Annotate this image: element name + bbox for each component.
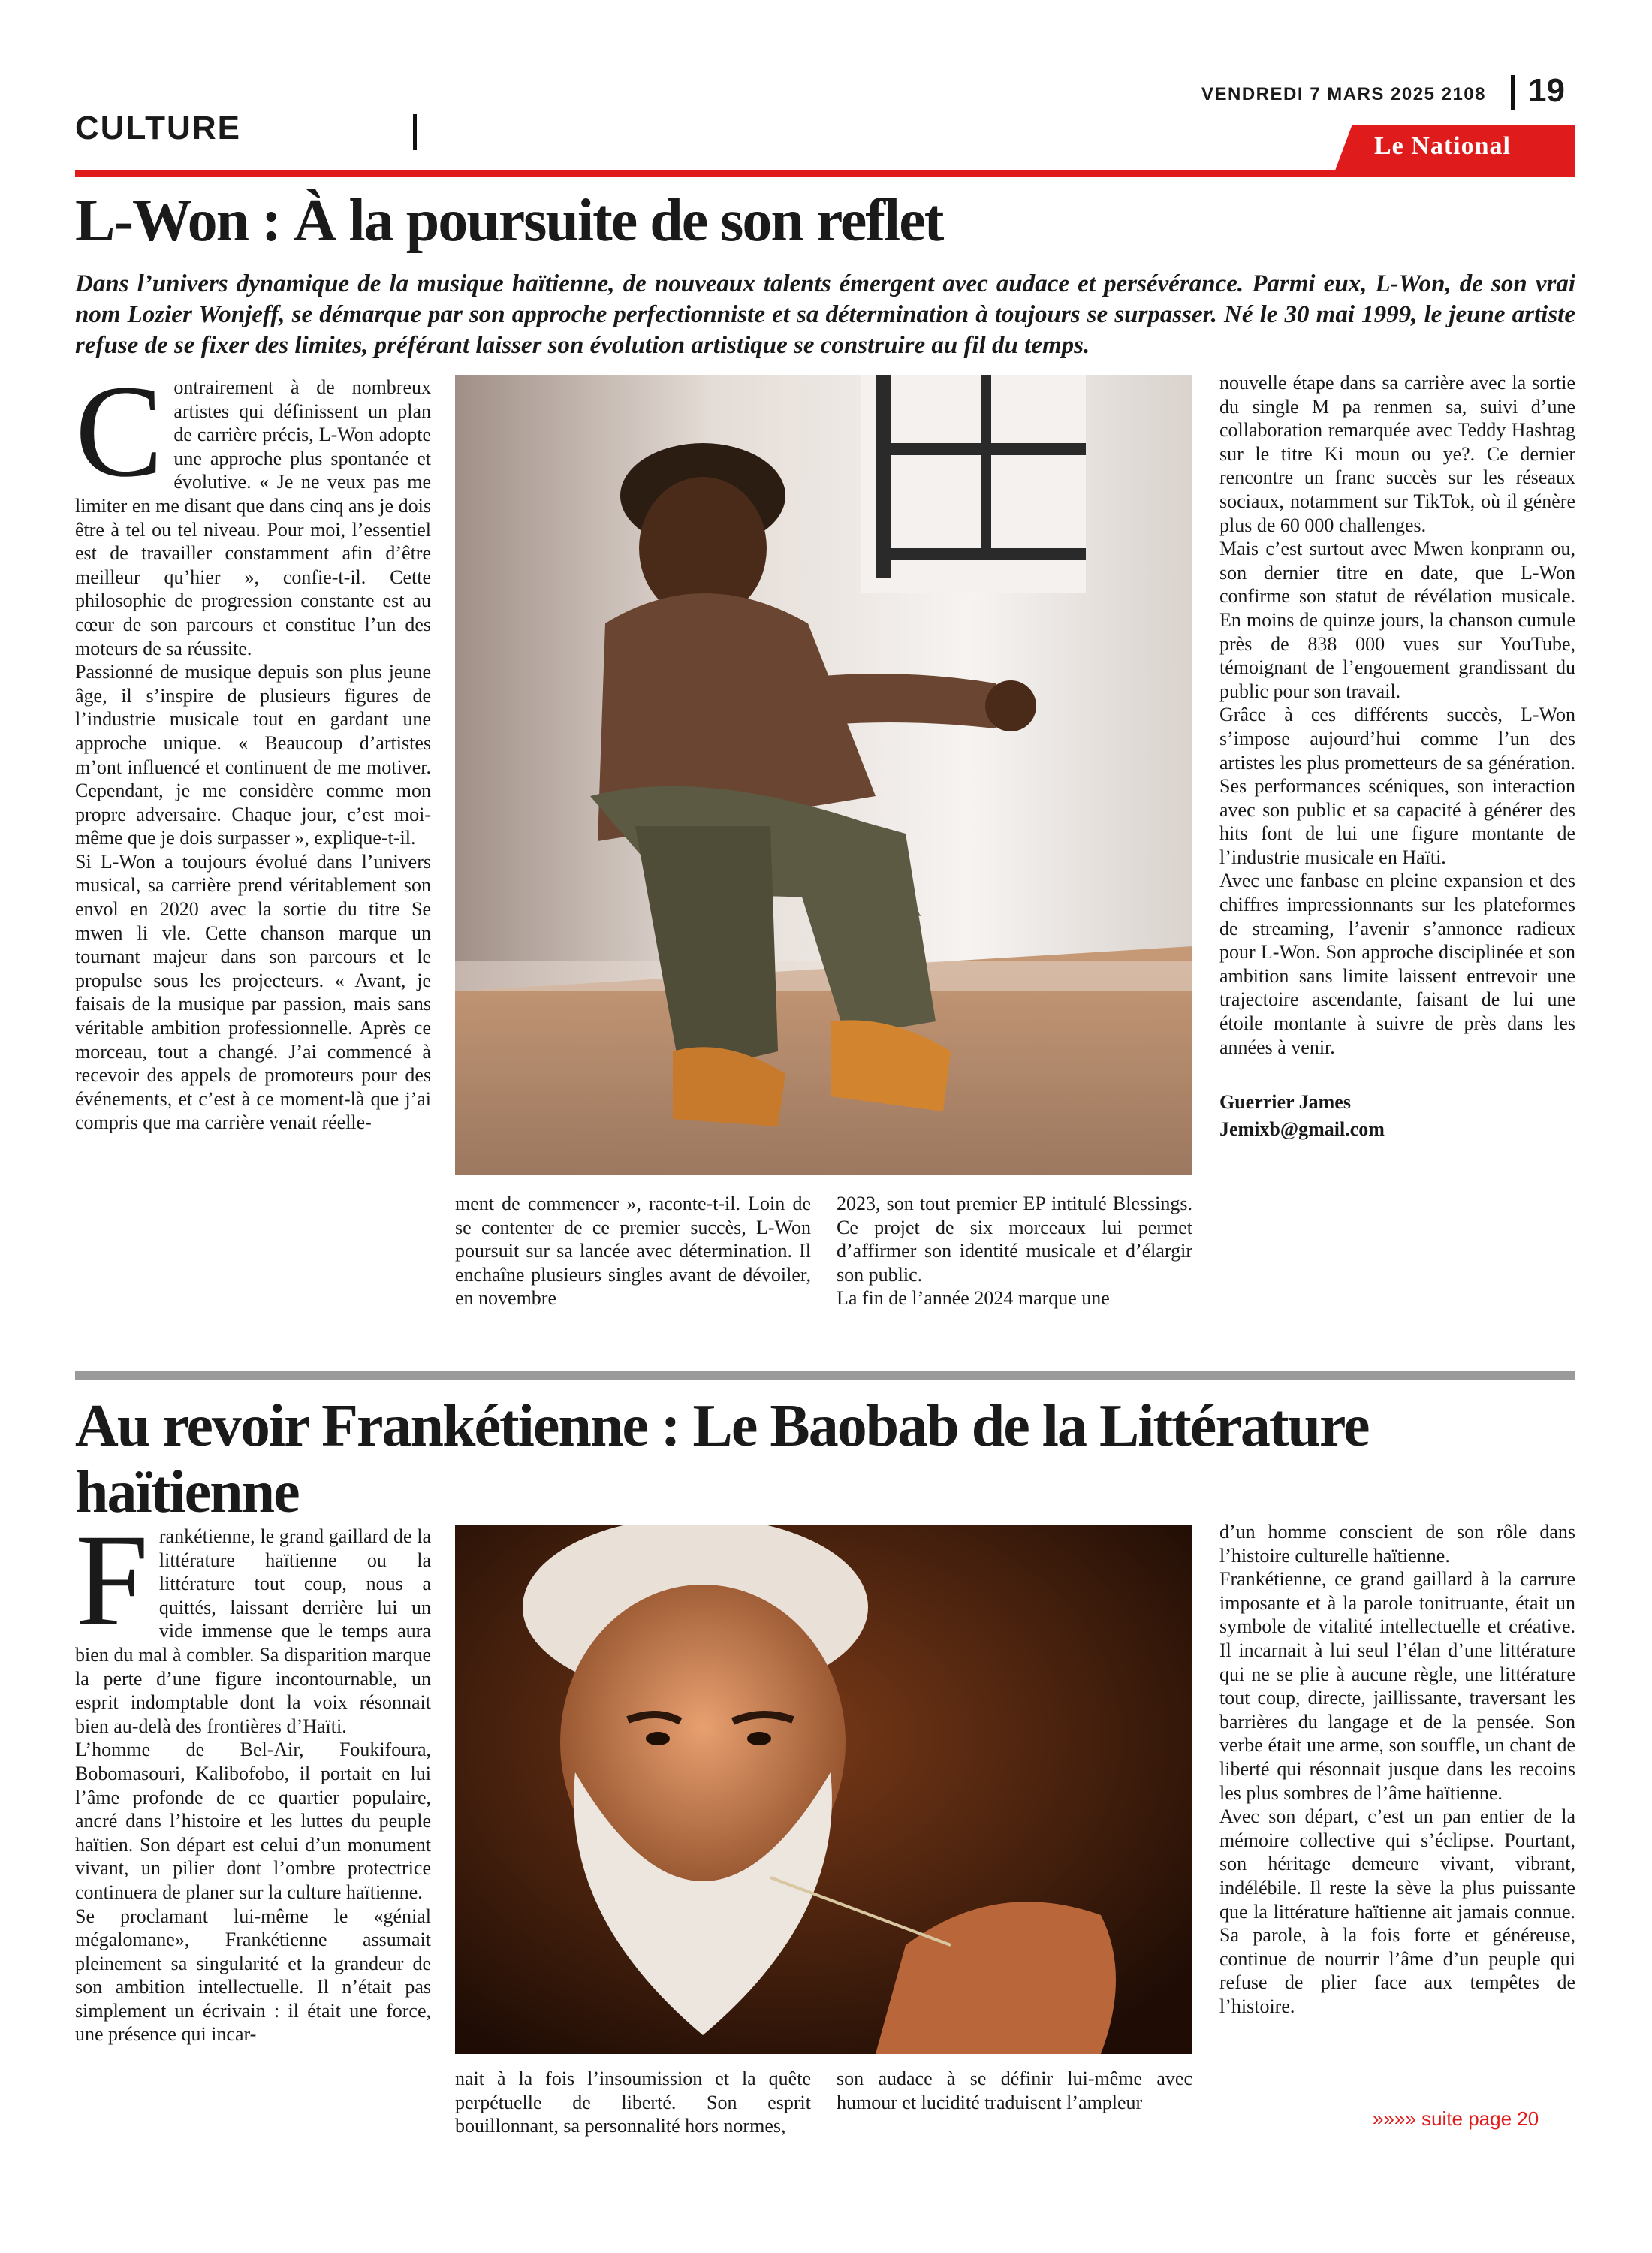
paragraph: ment de commencer », raconte-t-il. Loin de se contenter de ce premier succès, L-Won poursuit sur sa lancée avec détermination. Il enchaîne plusieurs singles avant de dévoiler, en novembre xyxy=(455,1193,811,1310)
author-name: Guerrier James xyxy=(1219,1091,1351,1114)
paragraph: L’homme de Bel-Air, Foukifoura, Bobomasouri, Kalibofobo, il portait en lui l’âme profonde de ce quartier populaire, ancré dans l’histoire et les luttes du peuple haïtien. Son départ est celui d’un monument vivant, un pilier dont l’ombre protectrice continuera de planer sur la culture haïtienne. xyxy=(75,1739,431,1903)
artist-photo xyxy=(455,376,1192,1175)
page-number: 19 xyxy=(1528,72,1565,109)
section-divider xyxy=(413,114,417,150)
article1-column-3 xyxy=(837,1192,1192,1310)
paragraph: nouvelle étape dans sa carrière avec la sortie du single M pa renmen sa, suivi d’une collaboration remarquée avec Teddy Hashtag sur le titre Ki moun ou ye?. Ce dernier rencontre un franc succès sur les réseaux sociaux, notamment sur TikTok, où il génère plus de 60 000 challenges. xyxy=(1219,372,1575,536)
paragraph: ontrairement à de nombreux artistes qui définissent un plan de carrière précis, L-Won adopte une approche plus spontanée et évolutive. « Je ne veux pas me limiter en me disant que dans cinq ans je dois être à tel ou tel niveau. Pour moi, l’essentiel est de travailler constamment afin d’être meilleur qu’hier », confie-t-il. Cette philosophie de progression constante est au cœur de son parcours et constitue l’un des moteurs de sa réussite. xyxy=(75,376,431,659)
header-rule xyxy=(75,170,1575,177)
article1-column-1 xyxy=(75,358,431,1135)
paragraph: d’un homme conscient de son rôle dans l’histoire culturelle haïtienne. xyxy=(1219,1521,1575,1567)
article1-title: L-Won : À la poursuite de son reflet xyxy=(75,188,943,254)
paragraph: 2023, son tout premier EP intitulé Blessings. Ce projet de six morceaux lui permet d’affirmer son identité musicale et d’élargir son public. xyxy=(837,1193,1192,1286)
author-email[interactable]: Jemixb@gmail.com xyxy=(1219,1118,1385,1141)
paragraph: nait à la fois l’insoumission et la quête perpétuelle de liberté. Son esprit bouillonnant, sa personnalité hors normes, xyxy=(455,2068,811,2137)
paragraph: son audace à se définir lui-même avec humour et lucidité traduisent l’ampleur xyxy=(837,2068,1192,2113)
franketienne-portrait xyxy=(455,1525,1192,2054)
header-divider xyxy=(1511,75,1515,110)
brand-name: Le National xyxy=(1374,132,1511,160)
paragraph: Frankétienne, ce grand gaillard à la carrure imposante et à la parole tonitruante, était un symbole de vitalité intellectuelle et créative. Il incarnait à lui seul l’élan d’une littérature qui ne se plie à aucune règle, une littérature tout coup, directe, jaillissante, traversant les barrières du langage et de la pensée. Son verbe était une arme, son souffle, un chant de liberté qui résonnait jusque dans les recoins les plus sombres de l’âme haïtienne. xyxy=(1219,1568,1575,1804)
paragraph: Si L-Won a toujours évolué dans l’univers musical, sa carrière prend véritablement son envol en 2020 avec la sortie du titre Se mwen li vle. Cette chanson marque un tournant majeur dans son parcours et le propulse sous les projecteurs. « Avant, je faisais de la musique par passion, mais sans véritable ambition professionnelle. Après ce morceau, tout a changé. J’ai commencé à recevoir des appels de promoteurs pour des événements, et c’est à ce moment-là que j’ai compris que ma carrière venait réelle- xyxy=(75,850,431,1134)
dropcap: C xyxy=(75,358,164,505)
article1-column-4 xyxy=(1219,371,1575,1143)
issue-date: VENDREDI 7 MARS 2025 2108 xyxy=(1201,84,1486,104)
paragraph: La fin de l’année 2024 marque une xyxy=(837,1287,1110,1310)
section-label: CULTURE xyxy=(75,110,241,146)
article-divider xyxy=(75,1371,1575,1380)
paragraph: rankétienne, le grand gaillard de la littérature haïtienne ou la littérature tout coup, nous a quittés, laissant derrière lui un vide immense que le temps aura bien du mal à combler. Sa disparition marque la perte d’une figure incontournable, un esprit indomptable dont la voix résonnait bien au-delà des frontières d’Haïti. xyxy=(75,1525,431,1737)
paragraph: Se proclamant lui-même le «génial mégalomane», Frankétienne assumait pleinement sa singularité et la grandeur de son ambition intellectuelle. Il n’était pas simplement un écrivain : il était une force, une présence qui incar- xyxy=(75,1905,431,2046)
article2-column-4 xyxy=(1219,1520,1575,2018)
article2-column-2 xyxy=(455,2067,811,2138)
article1-column-2 xyxy=(455,1192,811,1310)
article2-title: Au revoir Frankétienne : Le Baobab de la Littérature haïtienne xyxy=(75,1393,1369,1525)
paragraph: Grâce à ces différents succès, L-Won s’impose aujourd’hui comme l’un des artistes les plus prometteurs de sa génération. Ses performances scéniques, son interaction avec son public et sa capacité à générer des hits font de lui une figure montante de l’industrie musicale en Haïti. xyxy=(1219,704,1575,868)
article2-column-1 xyxy=(75,1507,431,2046)
article1-lead: Dans l’univers dynamique de la musique haïtienne, de nouveaux talents émergent avec audace et persévérance. Parmi eux, L-Won, de son vrai nom Lozier Wonjeff, se démarque par son approche perfectionniste et sa détermination à toujours se surpasser. Né le 30 mai 1999, le jeune artiste refuse de se fixer des limites, préférant laisser son évolution artistique se construire au fil du temps. xyxy=(75,270,1575,359)
paragraph: Passionné de musique depuis son plus jeune âge, il s’inspire de plusieurs figures de l’industrie musicale tout en gardant une approche unique. « Beaucoup d’artistes m’ont influencé et continuent de me motiver. Cependant, je me considère comme mon propre adversaire. Chaque jour, c’est moi-même que je dois surpasser », explique-t-il. xyxy=(75,661,431,849)
paragraph: Mais c’est surtout avec Mwen konprann ou, son dernier titre en date, que L-Won confirme son statut de révélation musicale. En moins de quinze jours, la chanson cumule près de 838 000 vues sur YouTube, témoignant de l’engouement grandissant du public pour son travail. xyxy=(1219,538,1575,702)
continued-link[interactable]: »»»» suite page 20 xyxy=(1373,2107,1539,2130)
dropcap: F xyxy=(75,1507,149,1654)
paragraph: Avec son départ, c’est un pan entier de la mémoire collective qui s’éclipse. Pourtant, son héritage demeure vivant, vibrant, indélébile. Il reste la sève la plus puissante que la littérature haïtienne ait jamais connue. Sa parole, à la fois forte et généreuse, continue de nourrir l’âme d’un peuple qui refuse de plier face aux tempêtes de l’histoire. xyxy=(1219,1805,1575,2017)
paragraph: Avec une fanbase en pleine expansion et des chiffres impressionnants sur les plateformes de streaming, l’avenir s’annonce radieux pour L-Won. Son approche disciplinée et son ambition sans limite laissent entrevoir une trajectoire ascendante, faisant de lui une étoile montante à suivre de près dans les années à venir. xyxy=(1219,870,1575,1058)
article2-column-3 xyxy=(837,2067,1192,2114)
